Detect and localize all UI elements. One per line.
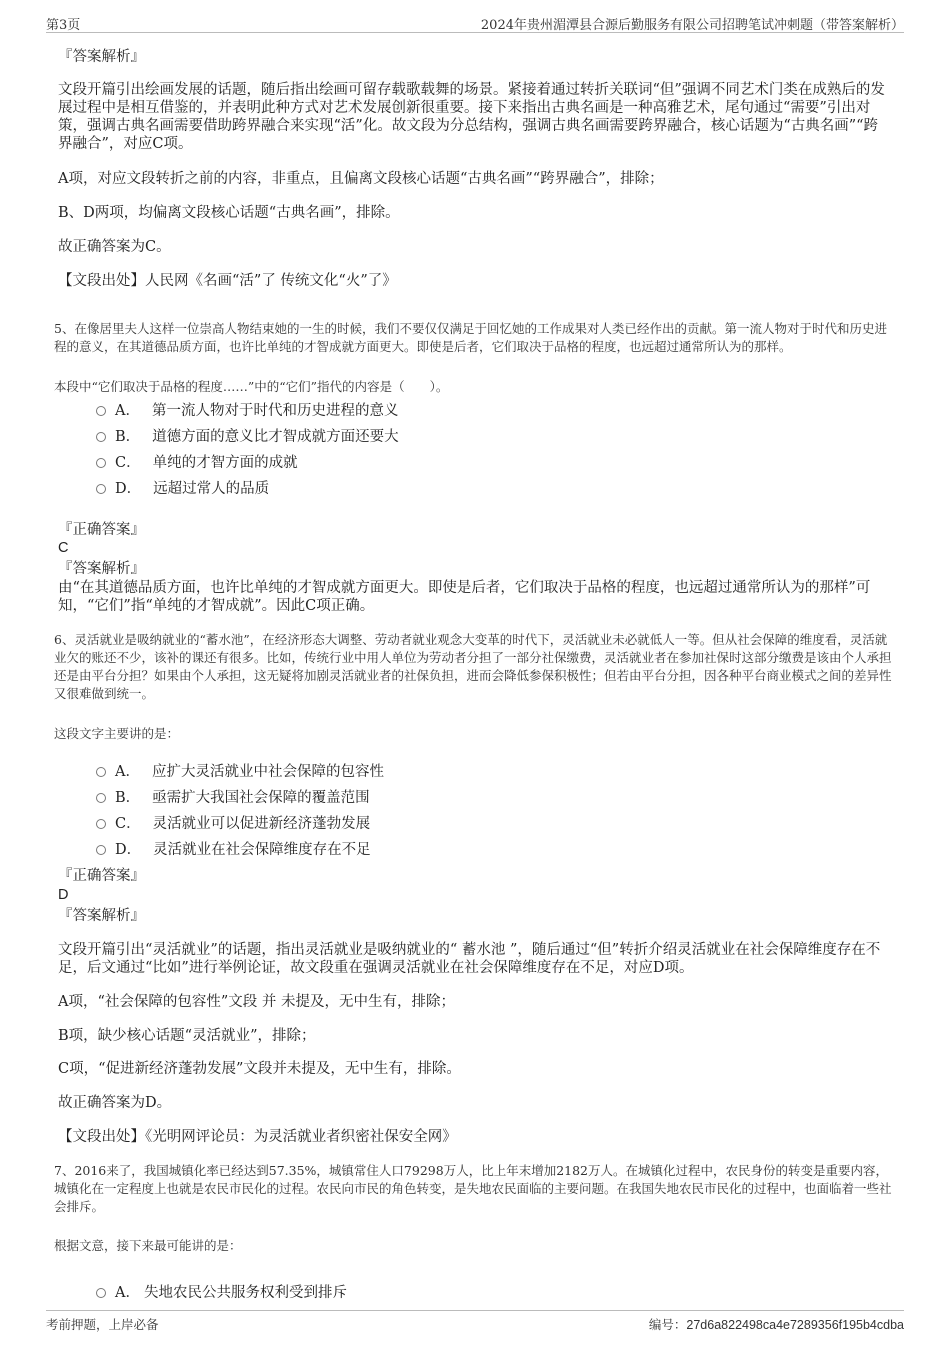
q5-correct-label: 『正确答案』 (58, 522, 145, 538)
radio-icon[interactable] (96, 432, 106, 442)
page-number: 第3页 (46, 18, 81, 33)
q5-stem: 5、在像居里夫人这样一位崇高人物结束她的一生的时候，我们不要仅仅满足于回忆她的工作成果对人类已经作出的贡献。第一流人物对于时代和历史进程的意义，在其道德品质方面，也许比单纯的才智成就方面更大。即使是后者，它们取决于品格的程度，也远超过通常所认为的那样。 (54, 321, 887, 354)
q4-analysis-label: 『答案解析』 (58, 49, 145, 65)
q5-option-b[interactable]: B． 道德方面的意义比才智成就方面还要大 (96, 428, 399, 446)
q6-option-a[interactable]: A． 应扩大灵活就业中社会保障的包容性 (96, 763, 384, 781)
q6-option-b-note: B项，缺少核心话题“灵活就业”，排除； (58, 1028, 316, 1044)
q5-option-c[interactable]: C． 单纯的才智方面的成就 (96, 454, 298, 472)
radio-icon[interactable] (96, 767, 106, 777)
radio-icon[interactable] (96, 1288, 106, 1298)
q6-source: 【文段出处】《光明网评论员：为灵活就业者织密社保安全网》 (58, 1129, 457, 1145)
q6-correct-answer: D (58, 887, 69, 903)
q5-correct-answer: C (58, 540, 69, 556)
radio-icon[interactable] (96, 406, 106, 416)
q7-prompt: 根据文意，接下来最可能讲的是： (54, 1238, 242, 1253)
q5-prompt: 本段中“它们取决于品格的程度……”中的“它们”指代的内容是（ ）。 (54, 379, 449, 394)
radio-icon[interactable] (96, 819, 106, 829)
q6-option-c-note: C项，“促进新经济蓬勃发展”文段并未提及，无中生有，排除。 (58, 1061, 461, 1077)
q4-option-a-note: A项，对应文段转折之前的内容，非重点，且偏离文段核心话题“古典名画”“跨界融合”，排除； (58, 171, 664, 187)
q4-conclusion: 故正确答案为C。 (58, 239, 171, 255)
q5-option-d[interactable]: D． 远超过常人的品质 (96, 480, 269, 498)
page-footer (46, 1310, 904, 1335)
q5-option-a[interactable]: A． 第一流人物对于时代和历史进程的意义 (96, 402, 398, 420)
q6-prompt: 这段文字主要讲的是： (54, 726, 180, 741)
radio-icon[interactable] (96, 458, 106, 468)
document-id: 编号：27d6a822498ca4e7289356f195b4cdba (648, 1318, 904, 1332)
q5-analysis-label: 『答案解析』 (58, 561, 145, 577)
footer-slogan: 考前押题，上岸必备 (46, 1317, 159, 1332)
page-header (46, 12, 904, 33)
radio-icon[interactable] (96, 484, 106, 494)
q4-source: 【文段出处】人民网《名画“活”了 传统文化“火”了》 (58, 273, 397, 289)
q6-correct-label: 『正确答案』 (58, 868, 145, 884)
radio-icon[interactable] (96, 845, 106, 855)
q6-option-d[interactable]: D． 灵活就业在社会保障维度存在不足 (96, 841, 371, 859)
q4-analysis-text: 文段开篇引出绘画发展的话题，随后指出绘画可留存载歌载舞的场景。紧接着通过转折关联词“但”强调不同艺术门类在成熟后的发展过程中是相互借鉴的，并表明此种方式对艺术发展创新很重要。接下来指出古典名画是一种高雅艺术，尾句通过“需要”引出对策，强调古典名画需要借助跨界融合来实现“活”化。故文段为分总结构，强调古典名画需要跨界融合，核心话题为“古典名画”“跨界融合”，对应C项。 (58, 82, 885, 152)
q6-stem: 6、灵活就业是吸纳就业的“蓄水池”，在经济形态大调整、劳动者就业观念大变革的时代下，灵活就业未必就低人一等。但从社会保障的维度看，灵活就业欠的账还不少，该补的课还有很多。比如，传统行业中用人单位为劳动者分担了一部分社保缴费，灵活就业者在参加社保时这部分缴费是该由个人承担还是由平台分担？如果由个人承担，这无疑将加剧灵活就业者的社保负担，进而会降低参保积极性；但若由平台分担，因各种平台商业模式之间的差异性又很难做到统一。 (54, 632, 892, 701)
document-title: 2024年贵州湄潭县合源后勤服务有限公司招聘笔试冲刺题（带答案解析） (480, 18, 904, 33)
q7-stem: 7、2016来了，我国城镇化率已经达到57.35%，城镇常住人口79298万人，比上年末增加2182万人。在城镇化过程中，农民身份的转变是重要内容，城镇化在一定程度上也就是农民市民化的过程。农民向市民的角色转变，是失地农民面临的主要问题。在我国失地农民市民化的过程中，也面临着一些社会排斥。 (54, 1163, 892, 1214)
radio-icon[interactable] (96, 793, 106, 803)
q6-analysis-text: 文段开篇引出“灵活就业”的话题，指出灵活就业是吸纳就业的“ 蓄水池 ”，随后通过“但”转折介绍灵活就业在社会保障维度存在不足，后文通过“比如”进行举例论证，故文段重在强调灵活就业在社会保障维度存在不足，对应D项。 (58, 942, 881, 976)
q6-conclusion: 故正确答案为D。 (58, 1095, 172, 1111)
q5-analysis-text: 由“在其道德品质方面，也许比单纯的才智成就方面更大。即使是后者，它们取决于品格的程度，也远超过通常所认为的那样”可知，“它们”指“单纯的才智成就”。因此C项正确。 (58, 580, 871, 614)
q4-option-bd-note: B、D两项，均偏离文段核心话题“古典名画”，排除。 (58, 205, 400, 221)
q6-option-a-note: A项，“社会保障的包容性”文段 并 未提及，无中生有，排除； (58, 994, 456, 1010)
q6-analysis-label: 『答案解析』 (58, 908, 145, 924)
q6-option-c[interactable]: C． 灵活就业可以促进新经济蓬勃发展 (96, 815, 370, 833)
q7-option-a[interactable]: A． 失地农民公共服务权利受到排斥 (96, 1284, 347, 1302)
q6-option-b[interactable]: B． 亟需扩大我国社会保障的覆盖范围 (96, 789, 370, 807)
